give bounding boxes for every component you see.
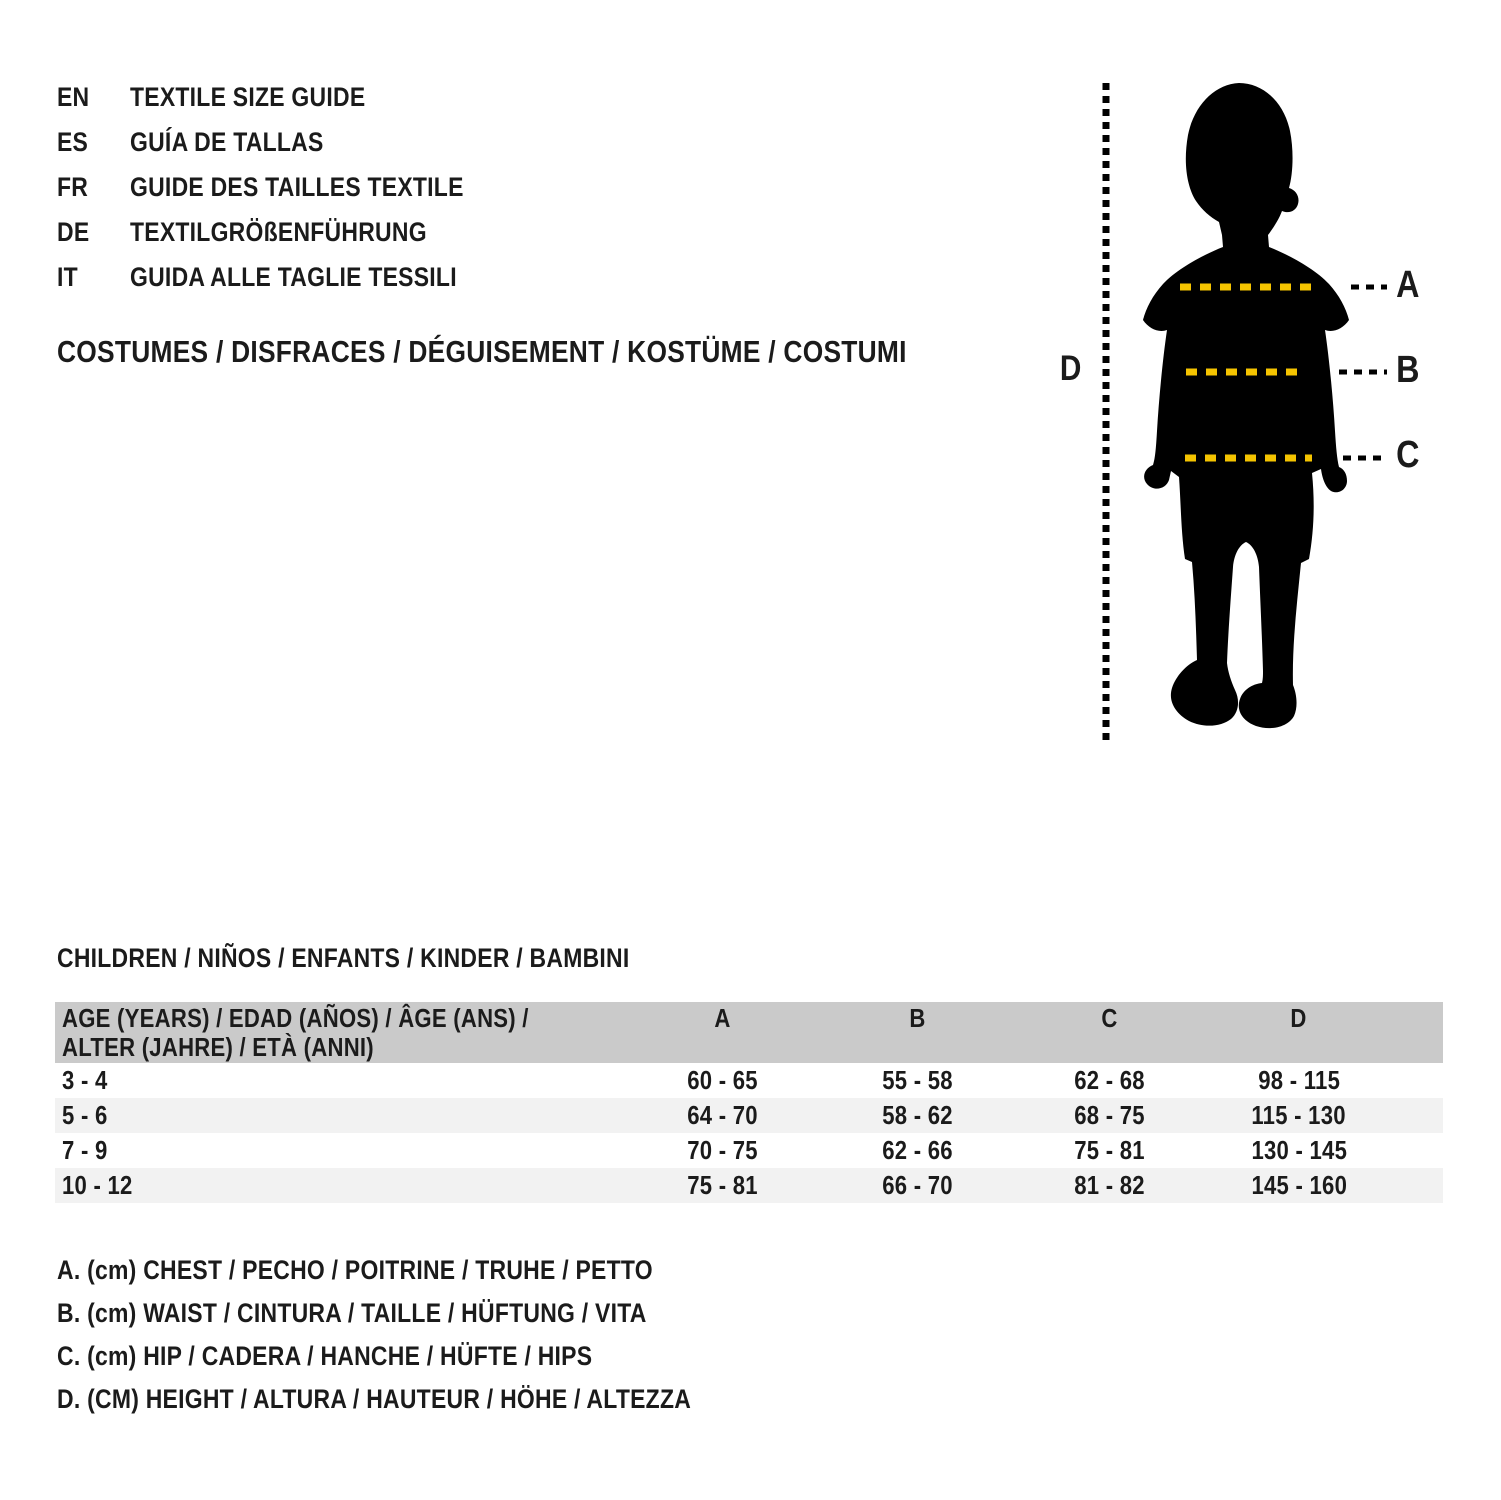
- chest-value-cell: 64 - 70: [687, 1100, 758, 1130]
- measurement-figure: [1095, 75, 1425, 755]
- children-section-title: CHILDREN / NIÑOS / ENFANTS / KINDER / BAMBINI: [57, 943, 630, 973]
- language-code: DE: [57, 217, 90, 247]
- language-code: EN: [57, 82, 90, 112]
- legend-height: D. (CM) HEIGHT / ALTURA / HAUTEUR / HÖHE / ALTEZZA: [57, 1384, 692, 1414]
- age-range-cell: 7 - 9: [62, 1135, 108, 1165]
- legend-chest: A. (cm) CHEST / PECHO / POITRINE / TRUHE / PETTO: [57, 1255, 653, 1285]
- child-silhouette: [1143, 83, 1349, 728]
- hip-value-cell: 62 - 68: [1074, 1065, 1146, 1095]
- height-value-cell: 98 - 115: [1258, 1065, 1340, 1095]
- height-value-cell: 130 - 145: [1251, 1135, 1347, 1165]
- language-code: FR: [57, 172, 89, 202]
- hip-value-cell: 81 - 82: [1074, 1170, 1146, 1200]
- label-hip-c: C: [1396, 434, 1420, 476]
- age-range-cell: 10 - 12: [62, 1170, 133, 1200]
- column-header-b: B: [909, 1003, 926, 1033]
- table-row: [55, 1098, 1443, 1133]
- chest-value-cell: 60 - 65: [687, 1065, 758, 1095]
- label-chest-a: A: [1396, 264, 1420, 306]
- age-range-cell: 3 - 4: [62, 1065, 108, 1095]
- table-header-row: [55, 1002, 1443, 1063]
- legend-hip: C. (cm) HIP / CADERA / HANCHE / HÜFTE / HIPS: [57, 1341, 593, 1371]
- age-column-header: AGE (YEARS) / EDAD (AÑOS) / ÂGE (ANS) / ALTER (JAHRE) / ETÀ (ANNI): [62, 1003, 529, 1062]
- age-range-cell: 5 - 6: [62, 1100, 108, 1130]
- table-row: [55, 1063, 1443, 1098]
- language-label: GUÍA DE TALLAS: [130, 127, 324, 157]
- language-code: IT: [57, 262, 78, 292]
- children-size-table: [55, 1002, 1443, 1203]
- column-header-a: A: [714, 1003, 731, 1033]
- language-label: GUIDA ALLE TAGLIE TESSILI: [130, 262, 457, 292]
- hip-value-cell: 68 - 75: [1074, 1100, 1146, 1130]
- label-waist-b: B: [1396, 349, 1420, 391]
- waist-value-cell: 66 - 70: [882, 1170, 953, 1200]
- language-label: TEXTILGRÖßENFÜHRUNG: [130, 217, 427, 247]
- table-row: [55, 1133, 1443, 1168]
- height-value-cell: 115 - 130: [1251, 1100, 1347, 1130]
- waist-value-cell: 58 - 62: [882, 1100, 953, 1130]
- legend-waist: B. (cm) WAIST / CINTURA / TAILLE / HÜFTUNG / VITA: [57, 1298, 647, 1328]
- language-code: ES: [57, 127, 89, 157]
- table-row: [55, 1168, 1443, 1203]
- chest-value-cell: 75 - 81: [687, 1170, 758, 1200]
- column-header-d: D: [1290, 1003, 1308, 1033]
- label-height-d: D: [1059, 349, 1082, 388]
- category-title: COSTUMES / DISFRACES / DÉGUISEMENT / KOSTÜME / COSTUMI: [57, 334, 907, 369]
- waist-value-cell: 55 - 58: [882, 1065, 953, 1095]
- column-header-c: C: [1101, 1003, 1119, 1033]
- chest-value-cell: 70 - 75: [687, 1135, 758, 1165]
- height-value-cell: 145 - 160: [1251, 1170, 1347, 1200]
- hip-value-cell: 75 - 81: [1074, 1135, 1146, 1165]
- waist-value-cell: 62 - 66: [882, 1135, 953, 1165]
- language-label: GUIDE DES TAILLES TEXTILE: [130, 172, 464, 202]
- language-label: TEXTILE SIZE GUIDE: [130, 82, 366, 112]
